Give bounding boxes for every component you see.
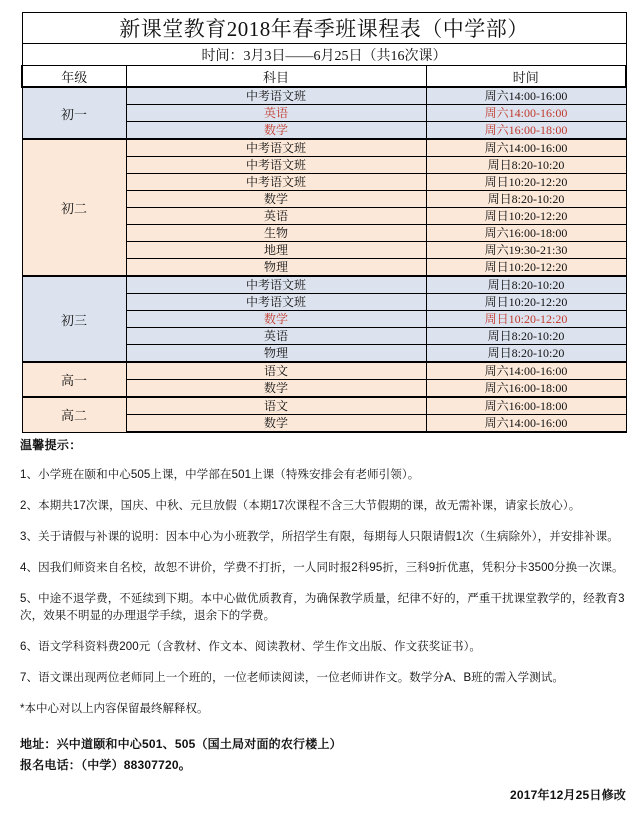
column-header-time: 时间: [426, 66, 626, 88]
time-cell: 周日8:20-10:20: [426, 157, 626, 174]
time-cell: 周六16:00-18:00: [426, 380, 626, 398]
subject-cell: 生物: [126, 225, 426, 242]
phone-line: 报名电话：（中学）88307720。: [20, 758, 191, 772]
time-cell: 周六14:00-16:00: [426, 415, 626, 433]
title-row: [22, 13, 626, 44]
time-cell: 周日8:20-10:20: [426, 191, 626, 208]
note-item: 7、语文课出现两位老师同上一个班的，一位老师读阅读，一位老师讲作文。数学分A、B班的需入学测试。: [20, 672, 565, 684]
subject-cell: 物理: [126, 259, 426, 277]
column-header-row: [22, 66, 626, 88]
time-cell: 周日10:20-12:20: [426, 294, 626, 311]
subject-cell: 中考语文班: [126, 294, 426, 311]
notes-heading: 温馨提示：: [20, 438, 82, 452]
grade-label: 高一: [22, 362, 126, 397]
time-cell: 周六16:00-18:00: [426, 397, 626, 415]
note-item: 5、中途不退学费，不延续到下期。本中心做优质教育，为确保教学质量，纪律不好的，严重干扰课堂教学的，经教育3次，效果不明显的办理退学手续，退余下的学费。: [20, 593, 625, 622]
schedule-table-container: [21, 12, 625, 433]
address-line: 地址：兴中道颐和中心501、505（国土局对面的农行楼上）: [20, 737, 342, 751]
subject-cell: 英语: [126, 208, 426, 225]
time-cell: 周日10:20-12:20: [426, 311, 626, 328]
grade-label: 初一: [22, 87, 126, 139]
table-row: [22, 397, 626, 415]
time-cell: 周日8:20-10:20: [426, 345, 626, 363]
grade-label: 初三: [22, 276, 126, 362]
page-title: 新课堂教育2018年春季班课程表（中学部）: [22, 13, 626, 44]
time-cell: 周日10:20-12:20: [426, 174, 626, 191]
note-item: 2、本期共17次课，国庆、中秋、元旦放假（本期17次课程不含三大节假期的课，故无需补课，请家长放心）。: [20, 500, 581, 512]
subject-cell: 数学: [126, 311, 426, 328]
table-row: [22, 276, 626, 294]
column-header-grade: 年级: [22, 66, 126, 88]
note-item: 6、语文学科资料费200元（含教材、作文本、阅读教材、学生作文出版、作文获奖证书）。: [20, 641, 482, 653]
subject-cell: 中考语文班: [126, 157, 426, 174]
subject-cell: 数学: [126, 415, 426, 433]
notes-list: [20, 467, 628, 687]
time-cell: 周六14:00-16:00: [426, 139, 626, 157]
note-item: 4、因我们师资来自名校，故恕不讲价，学费不打折，一人同时报2科95折，三科9折优惠，凭积分卡3500分换一次课。: [20, 562, 624, 574]
time-cell: 周日10:20-12:20: [426, 208, 626, 225]
notes-section: [20, 436, 628, 776]
revision-date: 2017年12月25日修改: [510, 788, 626, 802]
subject-cell: 数学: [126, 191, 426, 208]
subject-cell: 中考语文班: [126, 174, 426, 191]
column-header-subject: 科目: [126, 66, 426, 88]
table-row: [22, 362, 626, 380]
note-item: 1、小学班在颐和中心505上课，中学部在501上课（特殊安排会有老师引领）。: [20, 469, 420, 481]
subtitle-row: [22, 44, 626, 66]
time-cell: 周日8:20-10:20: [426, 276, 626, 294]
time-cell: 周六19:30-21:30: [426, 242, 626, 259]
subject-cell: 语文: [126, 397, 426, 415]
time-cell: 周六14:00-16:00: [426, 362, 626, 380]
subject-cell: 英语: [126, 328, 426, 345]
table-header: [22, 13, 626, 88]
table-row: [22, 87, 626, 105]
subject-cell: 地理: [126, 242, 426, 259]
time-cell: 周六14:00-16:00: [426, 87, 626, 105]
subject-cell: 数学: [126, 380, 426, 398]
subject-cell: 中考语文班: [126, 87, 426, 105]
subject-cell: 中考语文班: [126, 276, 426, 294]
time-cell: 周日10:20-12:20: [426, 259, 626, 277]
time-cell: 周日8:20-10:20: [426, 328, 626, 345]
table-row: [22, 139, 626, 157]
schedule-table: [21, 12, 627, 433]
disclaimer-text: *本中心对以上内容保留最终解释权。: [20, 703, 209, 715]
subject-cell: 英语: [126, 105, 426, 122]
time-cell: 周六16:00-18:00: [426, 225, 626, 242]
subject-cell: 数学: [126, 122, 426, 140]
subject-cell: 中考语文班: [126, 139, 426, 157]
schedule-body: [22, 87, 626, 432]
schedule-period-subtitle: 时间：3月3日——6月25日（共16次课）: [22, 44, 626, 66]
subject-cell: 物理: [126, 345, 426, 363]
time-cell: 周六14:00-16:00: [426, 105, 626, 122]
note-item: 3、关于请假与补课的说明：因本中心为小班教学，所招学生有限，每期每人只限请假1次（生病除外），并安排补课。: [20, 531, 619, 543]
grade-label: 高二: [22, 397, 126, 432]
grade-label: 初二: [22, 139, 126, 276]
subject-cell: 语文: [126, 362, 426, 380]
time-cell: 周六16:00-18:00: [426, 122, 626, 140]
